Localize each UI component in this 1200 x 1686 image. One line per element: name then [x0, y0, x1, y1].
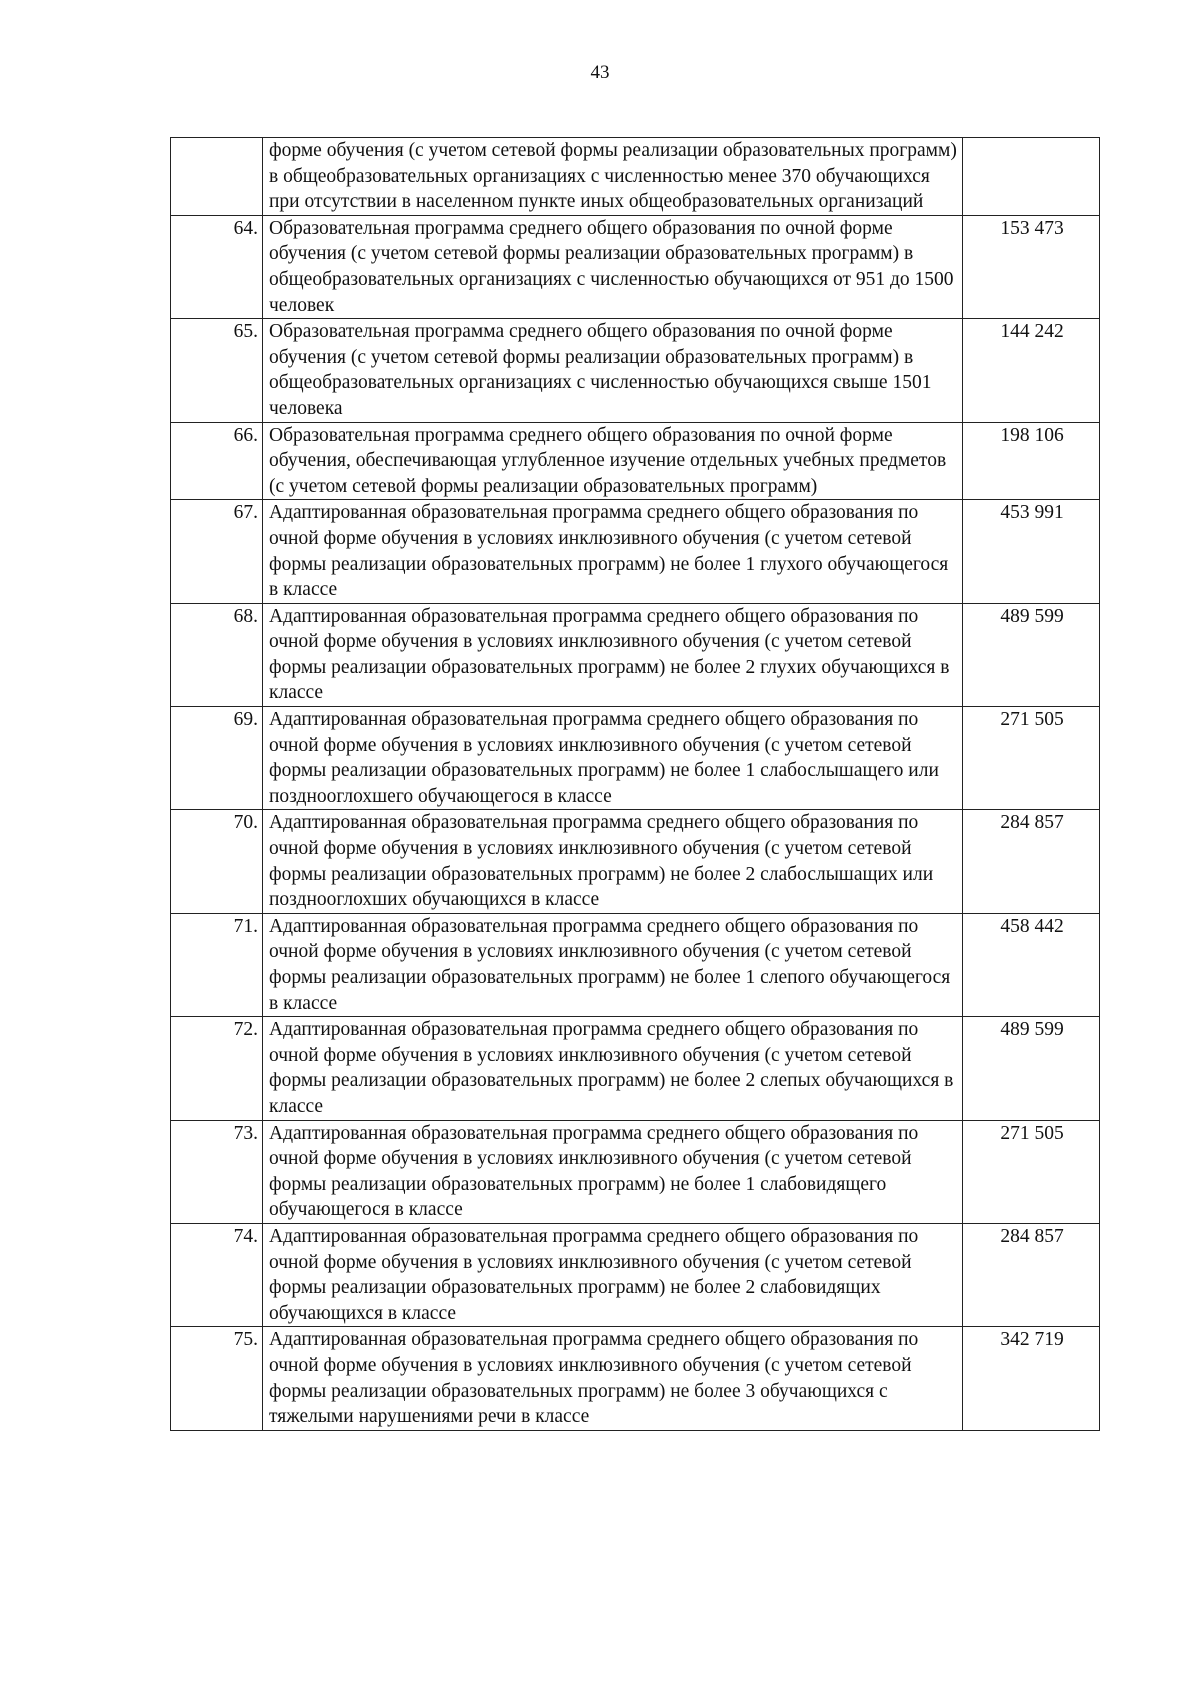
program-description: Адаптированная образовательная программа среднего общего образования по очной форме обучения в условиях инклюзивного обучения (с учетом сетевой формы реализации образовательных программ) не более 1 слабовидящего обучающегося в классе	[263, 1120, 963, 1223]
table-row	[171, 319, 1100, 422]
table-row	[171, 913, 1100, 1016]
table-row	[171, 603, 1100, 706]
table-row	[171, 138, 1100, 216]
program-description: Адаптированная образовательная программа среднего общего образования по очной форме обучения в условиях инклюзивного обучения (с учетом сетевой формы реализации образовательных программ) не более 2 слабовидящих обучающихся в классе	[263, 1223, 963, 1326]
program-description: Адаптированная образовательная программа среднего общего образования по очной форме обучения в условиях инклюзивного обучения (с учетом сетевой формы реализации образовательных программ) не более 1 слабослышащего или позднооглохшего обучающегося в классе	[263, 707, 963, 810]
cost-value	[963, 138, 1100, 216]
program-description: Адаптированная образовательная программа среднего общего образования по очной форме обучения в условиях инклюзивного обучения (с учетом сетевой формы реализации образовательных программ) не более 2 слепых обучающихся в классе	[263, 1017, 963, 1120]
page-number: 43	[590, 62, 610, 83]
cost-value: 453 991	[963, 500, 1100, 603]
program-description: Образовательная программа среднего общего образования по очной форме обучения, обеспечивающая углубленное изучение отдельных учебных предметов (с учетом сетевой формы реализации образовательных программ)	[263, 422, 963, 500]
row-number: 64.	[171, 215, 263, 318]
row-number	[171, 138, 263, 216]
cost-value: 489 599	[963, 603, 1100, 706]
row-number: 71.	[171, 913, 263, 1016]
row-number: 73.	[171, 1120, 263, 1223]
table-row	[171, 422, 1100, 500]
table-row	[171, 215, 1100, 318]
cost-value: 284 857	[963, 1223, 1100, 1326]
program-description: Адаптированная образовательная программа среднего общего образования по очной форме обучения в условиях инклюзивного обучения (с учетом сетевой формы реализации образовательных программ) не более 1 слепого обучающегося в классе	[263, 913, 963, 1016]
cost-value: 458 442	[963, 913, 1100, 1016]
program-description: форме обучения (с учетом сетевой формы реализации образовательных программ) в общеобразовательных организациях с численностью менее 370 обучающихся при отсутствии в населенном пункте иных общеобразовательных организаций	[263, 138, 963, 216]
row-number: 68.	[171, 603, 263, 706]
cost-value: 271 505	[963, 707, 1100, 810]
program-description: Адаптированная образовательная программа среднего общего образования по очной форме обучения в условиях инклюзивного обучения (с учетом сетевой формы реализации образовательных программ) не более 2 слабослышащих или позднооглохших обучающихся в классе	[263, 810, 963, 913]
cost-value: 489 599	[963, 1017, 1100, 1120]
cost-value: 153 473	[963, 215, 1100, 318]
cost-value: 284 857	[963, 810, 1100, 913]
row-number: 65.	[171, 319, 263, 422]
table-row	[171, 810, 1100, 913]
row-number: 66.	[171, 422, 263, 500]
program-description: Адаптированная образовательная программа среднего общего образования по очной форме обучения в условиях инклюзивного обучения (с учетом сетевой формы реализации образовательных программ) не более 3 обучающихся с тяжелыми нарушениями речи в классе	[263, 1327, 963, 1430]
row-number: 75.	[171, 1327, 263, 1430]
program-description: Адаптированная образовательная программа среднего общего образования по очной форме обучения в условиях инклюзивного обучения (с учетом сетевой формы реализации образовательных программ) не более 2 глухих обучающихся в классе	[263, 603, 963, 706]
row-number: 67.	[171, 500, 263, 603]
table-row	[171, 1017, 1100, 1120]
row-number: 74.	[171, 1223, 263, 1326]
table-row	[171, 500, 1100, 603]
cost-value: 271 505	[963, 1120, 1100, 1223]
cost-value: 198 106	[963, 422, 1100, 500]
row-number: 72.	[171, 1017, 263, 1120]
row-number: 70.	[171, 810, 263, 913]
cost-value: 144 242	[963, 319, 1100, 422]
cost-value: 342 719	[963, 1327, 1100, 1430]
row-number: 69.	[171, 707, 263, 810]
program-description: Образовательная программа среднего общего образования по очной форме обучения (с учетом сетевой формы реализации образовательных программ) в общеобразовательных организациях с численностью обучающихся свыше 1501 человека	[263, 319, 963, 422]
program-description: Адаптированная образовательная программа среднего общего образования по очной форме обучения в условиях инклюзивного обучения (с учетом сетевой формы реализации образовательных программ) не более 1 глухого обучающегося в классе	[263, 500, 963, 603]
table-row	[171, 707, 1100, 810]
table-row	[171, 1223, 1100, 1326]
program-description: Образовательная программа среднего общего образования по очной форме обучения (с учетом сетевой формы реализации образовательных программ) в общеобразовательных организациях с численностью обучающихся от 951 до 1500 человек	[263, 215, 963, 318]
table-row	[171, 1327, 1100, 1430]
table-row	[171, 1120, 1100, 1223]
program-cost-table	[170, 137, 1100, 1431]
